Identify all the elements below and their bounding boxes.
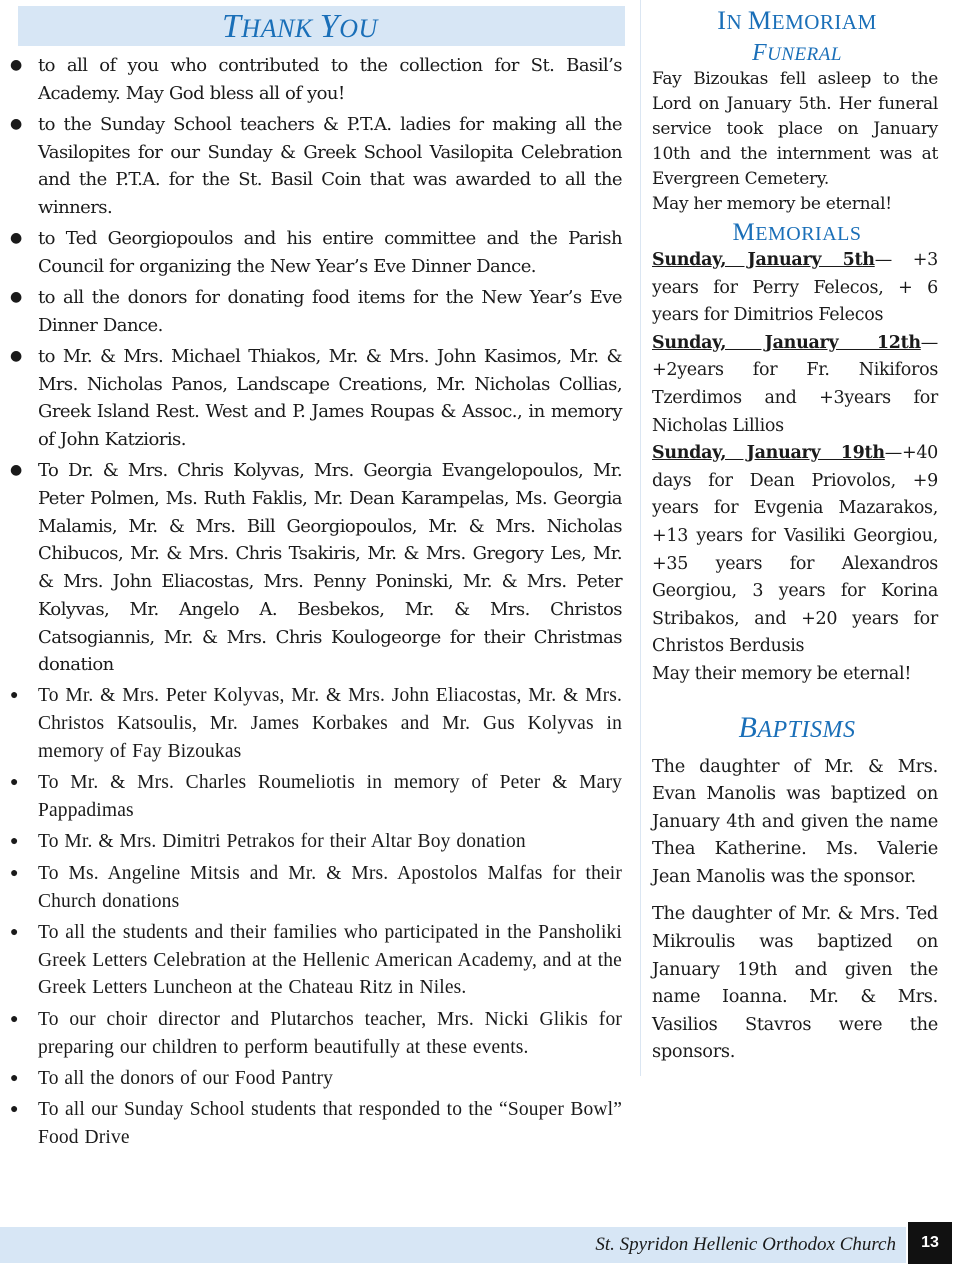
bullet-icon: ● [10, 1011, 19, 1027]
bullet-icon: ● [10, 230, 22, 247]
bullet-icon: ● [10, 688, 19, 704]
bullet-icon: ● [10, 289, 22, 306]
list-item: ● To Mr. & Mrs. Peter Kolyvas, Mr. & Mrs. John Eliacostas, Mr. & Mrs. Christos Katsoulis, Mr. James Korbakes and Mr. Gus Kolyvas in memory of Fay Bizoukas [10, 682, 622, 765]
list-item: ● To Mr. & Mrs. Dimitri Petrakos for their Altar Boy donation [10, 828, 622, 856]
memorial-entry: Sunday, January 19th—+40 days for Dean Priovolos, +9 years for Evgenia Mazarakos, +13 years for Vasiliki Georgiou, +35 years for Alexandros Georgiou, 3 years for Korina Stribakos, and +20 years for Christos Berdusis [652, 443, 938, 657]
list-item: ● to Ted Georgiopoulos and his entire committee and the Parish Council for organizing the New Year’s Eve Dinner Dance. [10, 225, 622, 280]
list-item: ● To our choir director and Plutarchos teacher, Mrs. Nicki Glikis for preparing our children to perform beautifully at these events. [10, 1006, 622, 1062]
baptisms-title: BAPTISMS [738, 710, 856, 744]
list-item: ● to all the donors for donating food items for the New Year’s Eve Dinner Dance. [10, 284, 622, 339]
thank-you-list [10, 52, 622, 1152]
bullet-icon: ● [10, 834, 19, 850]
bullet-icon: ● [10, 57, 22, 73]
list-item: ● To all the students and their families who participated in the Pansholiki Greek Letters Celebration at the Hellenic American Academy, and at the Greek Letters Luncheon at the Chateau Ritz in Niles. [10, 919, 622, 1002]
baptism-entry: The daughter of Mr. & Mrs. Evan Manolis was baptized on January 4th and given the name Thea Katherine. Ms. Valerie Jean Manolis was the sponsor. [652, 755, 938, 887]
list-item: ● To Mr. & Mrs. Charles Roumeliotis in memory of Peter & Mary Pappadimas [10, 769, 622, 825]
memorials-title: MEMORIALS [732, 219, 862, 246]
funeral-text: Fay Bizoukas fell asleep to the Lord on January 5th. Her funeral service took place on January 10th and the internment was at Evergreen Cemetery. [652, 69, 938, 189]
right-column [648, 0, 946, 1066]
memorial-entry: Sunday, January 12th—+2years for Fr. Nikiforos Tzerdimos and +3years for Nicholas Lillios [652, 332, 938, 436]
list-item: ● to the Sunday School teachers & P.T.A. ladies for making all the Vasilopites for our Sunday & Greek School Vasilopita Celebration and the P.T.A. for the St. Basil Coin that was awarded to all the winners. [10, 111, 622, 222]
bullet-icon: ● [10, 1070, 19, 1086]
in-memoriam-title: IN MEMORIAM [717, 6, 877, 35]
list-item: ● to Mr. & Mrs. Michael Thiakos, Mr. & Mrs. John Kasimos, Mr. & Mrs. Nicholas Panos, Landscape Creations, Mr. Nicholas Collias, Greek Island Rest. West and P. James Roupas & Assoc., in memory of John Katzioris. [10, 343, 622, 454]
list-item: ● To Ms. Angeline Mitsis and Mr. & Mrs. Apostolos Malfas for their Church donations [10, 860, 622, 916]
bullet-icon: ● [10, 775, 19, 791]
memorial-entry: Sunday, January 5th— +3 years for Perry Felecos, + 6 years for Dimitrios Felecos [652, 250, 938, 326]
memorials-closing: May their memory be eternal! [652, 663, 912, 684]
baptism-entry: The daughter of Mr. & Mrs. Ted Mikroulis was baptized on January 19th and given the name Ioanna. Mr. & Mrs. Vasilios Stavros were the sponsors. [652, 903, 938, 1063]
page-number: 13 [908, 1222, 952, 1264]
list-item: ● to all of you who contributed to the collection for St. Basil’s Academy. May God bless all of you! [10, 52, 622, 107]
list-item: ● To Dr. & Mrs. Chris Kolyvas, Mrs. Georgia Evangelopoulos, Mr. Peter Polmen, Ms. Ruth Faklis, Mr. Dean Karampelas, Ms. Georgia Malamis, Mr. & Mrs. Bill Georgiopoulos, Mr. & Mrs. Nicholas Chibucos, Mr. & Mrs. Chris Tsakiris, Mr. & Mrs. Gregory Les, Mr. & Mrs. John Eliacostas, Mrs. Penny Poninski, Mr. & Mrs. Peter Kolyvas, Mr. Angelo A. Besbekos, Mr. & Mrs. Christos Catsogiannis, Mr. & Mrs. Chris Koulogeorge for their Christmas donation [10, 457, 622, 679]
memorial-date: Sunday, January 19th [652, 443, 885, 464]
thank-you-list-column [10, 52, 622, 1155]
bullet-icon: ● [10, 115, 22, 132]
bullet-icon: ● [10, 1102, 19, 1118]
funeral-closing: May her memory be eternal! [652, 194, 892, 214]
bullet-icon: ● [10, 462, 22, 479]
list-item: ● To all the donors of our Food Pantry [10, 1065, 622, 1093]
footer-church-name: St. Spyridon Hellenic Orthodox Church [595, 1234, 896, 1255]
list-item: ● To all our Sunday School students that responded to the “Souper Bowl” Food Drive [10, 1096, 622, 1152]
memorial-date: Sunday, January 12th [652, 332, 921, 353]
memorial-date: Sunday, January 5th [652, 250, 875, 270]
thank-you-title: THANK YOU [222, 8, 378, 45]
bullet-icon: ● [10, 348, 22, 365]
bullet-icon: ● [10, 865, 19, 881]
funeral-title: FUNERAL [752, 40, 842, 66]
bullet-icon: ● [10, 924, 19, 940]
